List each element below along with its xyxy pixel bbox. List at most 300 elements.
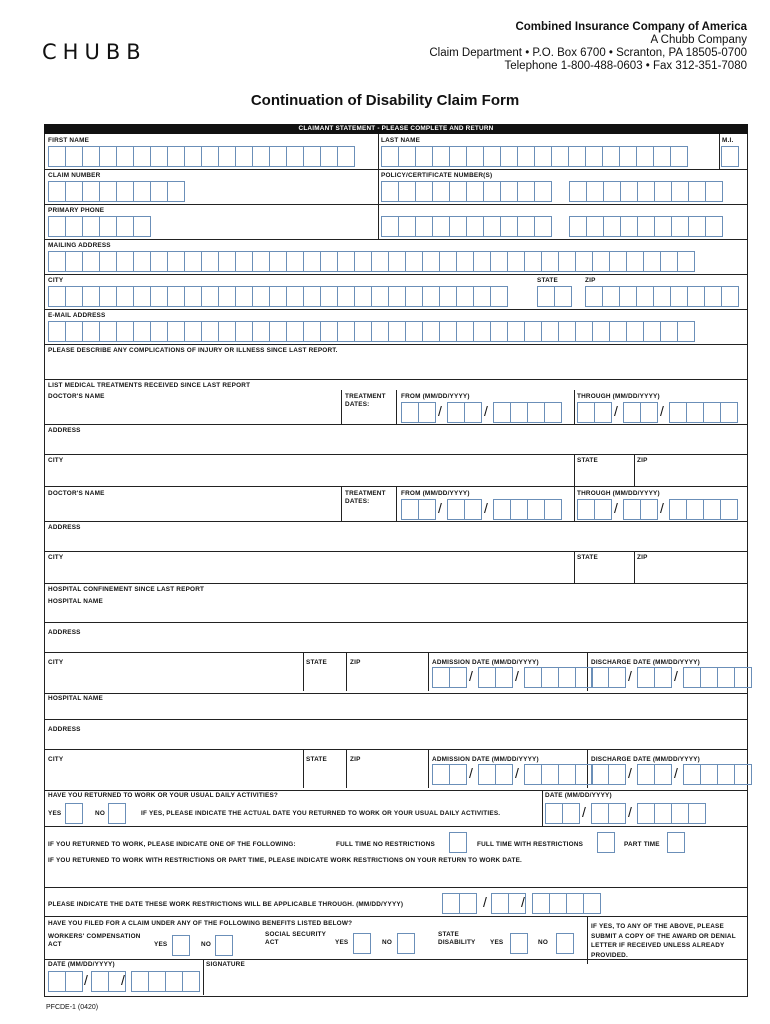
char-box[interactable] <box>478 667 496 688</box>
char-box[interactable] <box>167 181 185 202</box>
first-name-boxes[interactable] <box>48 146 354 167</box>
char-box[interactable] <box>269 251 287 272</box>
char-box[interactable] <box>398 146 416 167</box>
char-box[interactable] <box>320 286 338 307</box>
char-box[interactable] <box>354 286 372 307</box>
char-box[interactable] <box>320 321 338 342</box>
char-box[interactable] <box>700 764 718 785</box>
char-box[interactable] <box>91 971 109 992</box>
char-box[interactable] <box>432 667 450 688</box>
return-date-month[interactable] <box>545 803 579 824</box>
char-box[interactable] <box>405 286 423 307</box>
char-box[interactable] <box>150 321 168 342</box>
char-box[interactable] <box>65 321 83 342</box>
char-box[interactable] <box>303 146 321 167</box>
char-box[interactable] <box>619 146 637 167</box>
char-box[interactable] <box>184 251 202 272</box>
char-box[interactable] <box>65 146 83 167</box>
char-box[interactable] <box>554 286 572 307</box>
char-box[interactable] <box>683 667 701 688</box>
admission-date-year[interactable] <box>524 667 592 688</box>
char-box[interactable] <box>686 499 704 520</box>
char-box[interactable] <box>133 216 151 237</box>
char-box[interactable] <box>439 251 457 272</box>
char-box[interactable] <box>418 402 436 423</box>
char-box[interactable] <box>464 499 482 520</box>
sig-year[interactable] <box>131 971 199 992</box>
char-box[interactable] <box>483 216 501 237</box>
char-box[interactable] <box>583 893 601 914</box>
char-box[interactable] <box>235 286 253 307</box>
char-box[interactable] <box>48 146 66 167</box>
char-box[interactable] <box>591 803 609 824</box>
char-box[interactable] <box>594 499 612 520</box>
char-box[interactable] <box>388 251 406 272</box>
char-box[interactable] <box>303 286 321 307</box>
char-box[interactable] <box>466 181 484 202</box>
full-time-with-restrictions-checkbox[interactable] <box>597 832 615 853</box>
char-box[interactable] <box>620 181 638 202</box>
discharge-date-year[interactable] <box>683 764 751 785</box>
char-box[interactable] <box>415 181 433 202</box>
char-box[interactable] <box>82 286 100 307</box>
char-box[interactable] <box>48 971 66 992</box>
char-box[interactable] <box>48 251 66 272</box>
zip-boxes[interactable] <box>585 286 738 307</box>
char-box[interactable] <box>541 667 559 688</box>
char-box[interactable] <box>687 286 705 307</box>
char-box[interactable] <box>643 251 661 272</box>
char-box[interactable] <box>562 803 580 824</box>
discharge-date-month[interactable] <box>591 764 625 785</box>
char-box[interactable] <box>286 286 304 307</box>
char-box[interactable] <box>337 286 355 307</box>
char-box[interactable] <box>654 181 672 202</box>
char-box[interactable] <box>671 803 689 824</box>
char-box[interactable] <box>235 251 253 272</box>
char-box[interactable] <box>388 321 406 342</box>
char-box[interactable] <box>398 181 416 202</box>
char-box[interactable] <box>721 286 739 307</box>
char-box[interactable] <box>549 893 567 914</box>
char-box[interactable] <box>490 321 508 342</box>
char-box[interactable] <box>558 251 576 272</box>
char-box[interactable] <box>466 216 484 237</box>
claim-number-boxes[interactable] <box>48 181 184 202</box>
char-box[interactable] <box>167 251 185 272</box>
char-box[interactable] <box>669 402 687 423</box>
char-box[interactable] <box>133 146 151 167</box>
char-box[interactable] <box>371 321 389 342</box>
char-box[interactable] <box>670 286 688 307</box>
char-box[interactable] <box>491 893 509 914</box>
char-box[interactable] <box>524 667 542 688</box>
char-box[interactable] <box>603 181 621 202</box>
char-box[interactable] <box>201 146 219 167</box>
char-box[interactable] <box>405 251 423 272</box>
char-box[interactable] <box>720 402 738 423</box>
char-box[interactable] <box>82 321 100 342</box>
char-box[interactable] <box>585 286 603 307</box>
char-box[interactable] <box>510 499 528 520</box>
admission-date-day[interactable] <box>478 764 512 785</box>
char-box[interactable] <box>636 146 654 167</box>
char-box[interactable] <box>524 764 542 785</box>
char-box[interactable] <box>133 321 151 342</box>
char-box[interactable] <box>545 803 563 824</box>
sig-day[interactable] <box>91 971 125 992</box>
char-box[interactable] <box>388 286 406 307</box>
char-box[interactable] <box>537 286 555 307</box>
char-box[interactable] <box>534 216 552 237</box>
char-box[interactable] <box>337 321 355 342</box>
char-box[interactable] <box>133 181 151 202</box>
char-box[interactable] <box>558 764 576 785</box>
char-box[interactable] <box>418 499 436 520</box>
char-box[interactable] <box>432 764 450 785</box>
char-box[interactable] <box>637 181 655 202</box>
char-box[interactable] <box>303 251 321 272</box>
char-box[interactable] <box>48 321 66 342</box>
through-date-year[interactable] <box>669 499 737 520</box>
char-box[interactable] <box>688 803 706 824</box>
char-box[interactable] <box>269 321 287 342</box>
char-box[interactable] <box>337 146 355 167</box>
char-box[interactable] <box>201 286 219 307</box>
char-box[interactable] <box>493 499 511 520</box>
char-box[interactable] <box>99 286 117 307</box>
char-box[interactable] <box>541 321 559 342</box>
discharge-date-day[interactable] <box>637 667 671 688</box>
from-date-year[interactable] <box>493 402 561 423</box>
char-box[interactable] <box>669 499 687 520</box>
from-date-year[interactable] <box>493 499 561 520</box>
char-box[interactable] <box>116 146 134 167</box>
char-box[interactable] <box>269 146 287 167</box>
char-box[interactable] <box>500 146 518 167</box>
state-no-checkbox[interactable] <box>556 933 574 954</box>
char-box[interactable] <box>432 146 450 167</box>
char-box[interactable] <box>252 251 270 272</box>
restrictions-month[interactable] <box>442 893 476 914</box>
char-box[interactable] <box>527 499 545 520</box>
char-box[interactable] <box>473 286 491 307</box>
restrictions-year[interactable] <box>532 893 600 914</box>
char-box[interactable] <box>517 146 535 167</box>
char-box[interactable] <box>734 667 752 688</box>
return-date-year[interactable] <box>637 803 705 824</box>
char-box[interactable] <box>586 181 604 202</box>
char-box[interactable] <box>705 216 723 237</box>
char-box[interactable] <box>577 499 595 520</box>
char-box[interactable] <box>48 286 66 307</box>
char-box[interactable] <box>82 216 100 237</box>
char-box[interactable] <box>449 216 467 237</box>
char-box[interactable] <box>65 286 83 307</box>
char-box[interactable] <box>688 216 706 237</box>
char-box[interactable] <box>269 286 287 307</box>
char-box[interactable] <box>405 321 423 342</box>
char-box[interactable] <box>48 181 66 202</box>
char-box[interactable] <box>150 251 168 272</box>
char-box[interactable] <box>456 321 474 342</box>
char-box[interactable] <box>218 321 236 342</box>
from-date-day[interactable] <box>447 402 481 423</box>
char-box[interactable] <box>167 321 185 342</box>
char-box[interactable] <box>541 764 559 785</box>
char-box[interactable] <box>703 402 721 423</box>
char-box[interactable] <box>609 321 627 342</box>
char-box[interactable] <box>401 499 419 520</box>
char-box[interactable] <box>654 667 672 688</box>
char-box[interactable] <box>401 402 419 423</box>
char-box[interactable] <box>473 321 491 342</box>
from-date-month[interactable] <box>401 499 435 520</box>
char-box[interactable] <box>442 893 460 914</box>
char-box[interactable] <box>65 216 83 237</box>
char-box[interactable] <box>637 667 655 688</box>
discharge-date-year[interactable] <box>683 667 751 688</box>
char-box[interactable] <box>623 402 641 423</box>
social-yes-checkbox[interactable] <box>353 933 371 954</box>
char-box[interactable] <box>99 181 117 202</box>
char-box[interactable] <box>500 216 518 237</box>
through-date-day[interactable] <box>623 499 657 520</box>
char-box[interactable] <box>517 181 535 202</box>
char-box[interactable] <box>415 216 433 237</box>
char-box[interactable] <box>381 181 399 202</box>
char-box[interactable] <box>483 146 501 167</box>
char-box[interactable] <box>660 321 678 342</box>
char-box[interactable] <box>575 251 593 272</box>
admission-date-month[interactable] <box>432 764 466 785</box>
discharge-date-day[interactable] <box>637 764 671 785</box>
full-time-no-restrictions-checkbox[interactable] <box>449 832 467 853</box>
char-box[interactable] <box>493 402 511 423</box>
through-date-day[interactable] <box>623 402 657 423</box>
char-box[interactable] <box>201 251 219 272</box>
admission-date-year[interactable] <box>524 764 592 785</box>
char-box[interactable] <box>686 402 704 423</box>
char-box[interactable] <box>490 251 508 272</box>
char-box[interactable] <box>643 321 661 342</box>
char-box[interactable] <box>252 146 270 167</box>
discharge-date-month[interactable] <box>591 667 625 688</box>
char-box[interactable] <box>381 216 399 237</box>
char-box[interactable] <box>734 764 752 785</box>
char-box[interactable] <box>439 286 457 307</box>
char-box[interactable] <box>116 321 134 342</box>
char-box[interactable] <box>490 286 508 307</box>
char-box[interactable] <box>620 216 638 237</box>
char-box[interactable] <box>495 764 513 785</box>
char-box[interactable] <box>116 216 134 237</box>
char-box[interactable] <box>704 286 722 307</box>
through-date-year[interactable] <box>669 402 737 423</box>
char-box[interactable] <box>456 286 474 307</box>
char-box[interactable] <box>82 146 100 167</box>
char-box[interactable] <box>532 893 550 914</box>
char-box[interactable] <box>653 146 671 167</box>
from-date-day[interactable] <box>447 499 481 520</box>
char-box[interactable] <box>510 402 528 423</box>
char-box[interactable] <box>703 499 721 520</box>
char-box[interactable] <box>167 286 185 307</box>
char-box[interactable] <box>608 803 626 824</box>
char-box[interactable] <box>609 251 627 272</box>
char-box[interactable] <box>534 146 552 167</box>
char-box[interactable] <box>637 764 655 785</box>
char-box[interactable] <box>700 667 718 688</box>
state-yes-checkbox[interactable] <box>510 933 528 954</box>
char-box[interactable] <box>415 146 433 167</box>
char-box[interactable] <box>677 321 695 342</box>
char-box[interactable] <box>721 146 739 167</box>
policy-boxes-3[interactable] <box>381 216 551 237</box>
char-box[interactable] <box>551 146 569 167</box>
char-box[interactable] <box>150 286 168 307</box>
return-date-day[interactable] <box>591 803 625 824</box>
char-box[interactable] <box>640 499 658 520</box>
char-box[interactable] <box>371 286 389 307</box>
char-box[interactable] <box>99 321 117 342</box>
char-box[interactable] <box>544 499 562 520</box>
char-box[interactable] <box>252 286 270 307</box>
char-box[interactable] <box>99 216 117 237</box>
char-box[interactable] <box>337 251 355 272</box>
char-box[interactable] <box>320 146 338 167</box>
char-box[interactable] <box>235 146 253 167</box>
char-box[interactable] <box>99 146 117 167</box>
char-box[interactable] <box>626 251 644 272</box>
char-box[interactable] <box>670 146 688 167</box>
char-box[interactable] <box>456 251 474 272</box>
char-box[interactable] <box>447 402 465 423</box>
char-box[interactable] <box>569 181 587 202</box>
char-box[interactable] <box>439 321 457 342</box>
char-box[interactable] <box>640 402 658 423</box>
char-box[interactable] <box>422 286 440 307</box>
char-box[interactable] <box>286 251 304 272</box>
char-box[interactable] <box>65 181 83 202</box>
char-box[interactable] <box>507 251 525 272</box>
phone-boxes[interactable] <box>48 216 150 237</box>
char-box[interactable] <box>603 216 621 237</box>
char-box[interactable] <box>371 251 389 272</box>
sig-month[interactable] <box>48 971 82 992</box>
char-box[interactable] <box>500 181 518 202</box>
char-box[interactable] <box>116 181 134 202</box>
char-box[interactable] <box>558 667 576 688</box>
yes-checkbox[interactable] <box>65 803 83 824</box>
part-time-checkbox[interactable] <box>667 832 685 853</box>
char-box[interactable] <box>432 181 450 202</box>
char-box[interactable] <box>116 251 134 272</box>
char-box[interactable] <box>473 251 491 272</box>
char-box[interactable] <box>464 402 482 423</box>
char-box[interactable] <box>626 321 644 342</box>
policy-boxes-4[interactable] <box>569 216 722 237</box>
policy-boxes-2[interactable] <box>569 181 722 202</box>
char-box[interactable] <box>592 251 610 272</box>
char-box[interactable] <box>286 146 304 167</box>
last-name-boxes[interactable] <box>381 146 687 167</box>
char-box[interactable] <box>623 499 641 520</box>
char-box[interactable] <box>524 251 542 272</box>
through-date-month[interactable] <box>577 499 611 520</box>
char-box[interactable] <box>165 971 183 992</box>
char-box[interactable] <box>459 893 477 914</box>
char-box[interactable] <box>449 764 467 785</box>
from-date-month[interactable] <box>401 402 435 423</box>
char-box[interactable] <box>65 971 83 992</box>
char-box[interactable] <box>705 181 723 202</box>
char-box[interactable] <box>422 321 440 342</box>
char-box[interactable] <box>184 321 202 342</box>
workers-yes-checkbox[interactable] <box>172 935 190 956</box>
char-box[interactable] <box>320 251 338 272</box>
char-box[interactable] <box>116 286 134 307</box>
char-box[interactable] <box>507 321 525 342</box>
char-box[interactable] <box>495 667 513 688</box>
char-box[interactable] <box>688 181 706 202</box>
char-box[interactable] <box>398 216 416 237</box>
char-box[interactable] <box>131 971 149 992</box>
char-box[interactable] <box>534 181 552 202</box>
char-box[interactable] <box>654 216 672 237</box>
char-box[interactable] <box>524 321 542 342</box>
char-box[interactable] <box>133 286 151 307</box>
char-box[interactable] <box>720 499 738 520</box>
restrictions-day[interactable] <box>491 893 525 914</box>
char-box[interactable] <box>608 764 626 785</box>
no-checkbox[interactable] <box>108 803 126 824</box>
char-box[interactable] <box>527 402 545 423</box>
char-box[interactable] <box>432 216 450 237</box>
char-box[interactable] <box>577 402 595 423</box>
char-box[interactable] <box>201 321 219 342</box>
char-box[interactable] <box>636 286 654 307</box>
char-box[interactable] <box>303 321 321 342</box>
mailing-boxes[interactable] <box>48 251 694 272</box>
char-box[interactable] <box>184 286 202 307</box>
char-box[interactable] <box>449 181 467 202</box>
char-box[interactable] <box>619 286 637 307</box>
char-box[interactable] <box>683 764 701 785</box>
char-box[interactable] <box>637 216 655 237</box>
char-box[interactable] <box>602 286 620 307</box>
char-box[interactable] <box>218 251 236 272</box>
char-box[interactable] <box>381 146 399 167</box>
char-box[interactable] <box>660 251 678 272</box>
char-box[interactable] <box>568 146 586 167</box>
char-box[interactable] <box>566 893 584 914</box>
char-box[interactable] <box>541 251 559 272</box>
char-box[interactable] <box>82 251 100 272</box>
city-boxes[interactable] <box>48 286 507 307</box>
char-box[interactable] <box>591 667 609 688</box>
char-box[interactable] <box>569 216 587 237</box>
mi-box[interactable] <box>721 146 738 167</box>
char-box[interactable] <box>466 146 484 167</box>
char-box[interactable] <box>594 402 612 423</box>
char-box[interactable] <box>677 251 695 272</box>
char-box[interactable] <box>637 803 655 824</box>
admission-date-day[interactable] <box>478 667 512 688</box>
char-box[interactable] <box>449 667 467 688</box>
char-box[interactable] <box>218 146 236 167</box>
char-box[interactable] <box>558 321 576 342</box>
